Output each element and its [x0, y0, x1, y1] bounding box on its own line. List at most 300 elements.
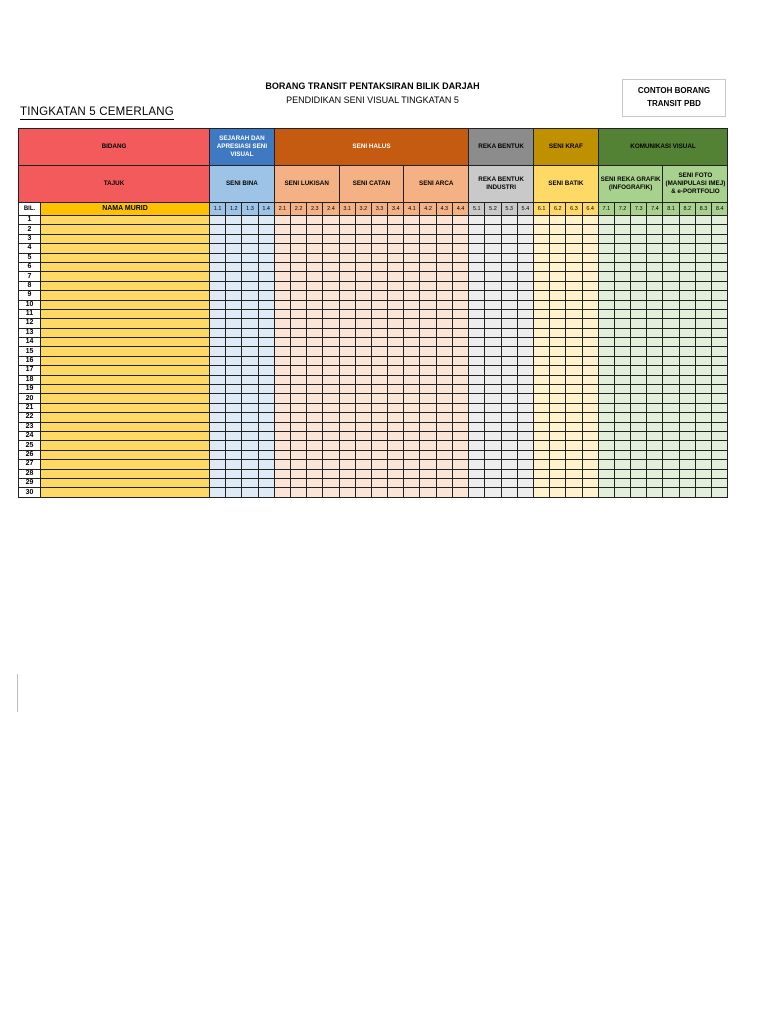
score-cell[interactable]: [226, 253, 242, 262]
score-cell[interactable]: [566, 319, 582, 328]
score-cell[interactable]: [404, 394, 420, 403]
score-cell[interactable]: [323, 488, 339, 497]
score-cell[interactable]: [566, 300, 582, 309]
score-cell[interactable]: [388, 300, 404, 309]
score-cell[interactable]: [226, 319, 242, 328]
score-cell[interactable]: [566, 291, 582, 300]
score-cell[interactable]: [404, 403, 420, 412]
score-cell[interactable]: [679, 469, 695, 478]
score-cell[interactable]: [663, 356, 679, 365]
score-cell[interactable]: [550, 309, 566, 318]
score-cell[interactable]: [647, 356, 663, 365]
score-cell[interactable]: [274, 234, 290, 243]
score-cell[interactable]: [323, 469, 339, 478]
score-cell[interactable]: [290, 300, 306, 309]
score-cell[interactable]: [274, 385, 290, 394]
score-cell[interactable]: [582, 319, 598, 328]
score-cell[interactable]: [517, 338, 533, 347]
score-cell[interactable]: [210, 385, 226, 394]
score-cell[interactable]: [371, 422, 387, 431]
score-cell[interactable]: [274, 281, 290, 290]
score-cell[interactable]: [258, 244, 274, 253]
score-cell[interactable]: [242, 319, 258, 328]
score-cell[interactable]: [339, 385, 355, 394]
score-cell[interactable]: [274, 328, 290, 337]
score-cell[interactable]: [323, 347, 339, 356]
score-cell[interactable]: [712, 234, 728, 243]
score-cell[interactable]: [323, 319, 339, 328]
score-cell[interactable]: [469, 478, 485, 487]
score-cell[interactable]: [679, 478, 695, 487]
score-cell[interactable]: [226, 262, 242, 271]
score-cell[interactable]: [339, 394, 355, 403]
score-cell[interactable]: [339, 441, 355, 450]
score-cell[interactable]: [533, 385, 549, 394]
score-cell[interactable]: [452, 328, 468, 337]
score-cell[interactable]: [323, 385, 339, 394]
score-cell[interactable]: [323, 225, 339, 234]
score-cell[interactable]: [663, 441, 679, 450]
score-cell[interactable]: [550, 328, 566, 337]
score-cell[interactable]: [533, 300, 549, 309]
score-cell[interactable]: [712, 431, 728, 440]
score-cell[interactable]: [582, 441, 598, 450]
score-cell[interactable]: [355, 441, 371, 450]
score-cell[interactable]: [242, 385, 258, 394]
score-cell[interactable]: [679, 460, 695, 469]
score-cell[interactable]: [582, 375, 598, 384]
score-cell[interactable]: [404, 244, 420, 253]
score-cell[interactable]: [485, 431, 501, 440]
score-cell[interactable]: [355, 394, 371, 403]
score-cell[interactable]: [582, 272, 598, 281]
score-cell[interactable]: [339, 281, 355, 290]
student-name-cell[interactable]: [41, 413, 210, 422]
score-cell[interactable]: [485, 460, 501, 469]
score-cell[interactable]: [647, 385, 663, 394]
score-cell[interactable]: [695, 262, 711, 271]
score-cell[interactable]: [290, 225, 306, 234]
score-cell[interactable]: [647, 216, 663, 225]
score-cell[interactable]: [712, 403, 728, 412]
score-cell[interactable]: [517, 319, 533, 328]
score-cell[interactable]: [307, 300, 323, 309]
score-cell[interactable]: [614, 356, 630, 365]
student-name-cell[interactable]: [41, 291, 210, 300]
score-cell[interactable]: [501, 309, 517, 318]
score-cell[interactable]: [339, 253, 355, 262]
score-cell[interactable]: [598, 328, 614, 337]
score-cell[interactable]: [420, 300, 436, 309]
score-cell[interactable]: [388, 403, 404, 412]
score-cell[interactable]: [290, 319, 306, 328]
score-cell[interactable]: [679, 394, 695, 403]
score-cell[interactable]: [501, 422, 517, 431]
score-cell[interactable]: [307, 469, 323, 478]
student-name-cell[interactable]: [41, 300, 210, 309]
score-cell[interactable]: [436, 319, 452, 328]
score-cell[interactable]: [533, 328, 549, 337]
score-cell[interactable]: [614, 375, 630, 384]
score-cell[interactable]: [371, 488, 387, 497]
score-cell[interactable]: [647, 460, 663, 469]
score-cell[interactable]: [614, 422, 630, 431]
score-cell[interactable]: [501, 394, 517, 403]
score-cell[interactable]: [550, 394, 566, 403]
score-cell[interactable]: [226, 469, 242, 478]
score-cell[interactable]: [258, 319, 274, 328]
score-cell[interactable]: [307, 309, 323, 318]
score-cell[interactable]: [226, 244, 242, 253]
score-cell[interactable]: [436, 375, 452, 384]
score-cell[interactable]: [210, 244, 226, 253]
score-cell[interactable]: [274, 394, 290, 403]
score-cell[interactable]: [307, 347, 323, 356]
score-cell[interactable]: [452, 347, 468, 356]
score-cell[interactable]: [242, 441, 258, 450]
score-cell[interactable]: [550, 385, 566, 394]
score-cell[interactable]: [663, 460, 679, 469]
score-cell[interactable]: [371, 394, 387, 403]
score-cell[interactable]: [226, 225, 242, 234]
score-cell[interactable]: [242, 431, 258, 440]
score-cell[interactable]: [614, 469, 630, 478]
score-cell[interactable]: [533, 338, 549, 347]
score-cell[interactable]: [210, 460, 226, 469]
score-cell[interactable]: [242, 375, 258, 384]
score-cell[interactable]: [258, 394, 274, 403]
student-name-cell[interactable]: [41, 422, 210, 431]
score-cell[interactable]: [371, 319, 387, 328]
score-cell[interactable]: [323, 431, 339, 440]
score-cell[interactable]: [517, 300, 533, 309]
score-cell[interactable]: [663, 375, 679, 384]
score-cell[interactable]: [469, 394, 485, 403]
score-cell[interactable]: [533, 272, 549, 281]
score-cell[interactable]: [452, 385, 468, 394]
score-cell[interactable]: [582, 234, 598, 243]
score-cell[interactable]: [598, 403, 614, 412]
score-cell[interactable]: [517, 478, 533, 487]
score-cell[interactable]: [566, 328, 582, 337]
score-cell[interactable]: [469, 272, 485, 281]
score-cell[interactable]: [339, 469, 355, 478]
score-cell[interactable]: [388, 216, 404, 225]
score-cell[interactable]: [290, 328, 306, 337]
score-cell[interactable]: [290, 291, 306, 300]
score-cell[interactable]: [404, 441, 420, 450]
score-cell[interactable]: [631, 338, 647, 347]
score-cell[interactable]: [242, 309, 258, 318]
score-cell[interactable]: [517, 253, 533, 262]
score-cell[interactable]: [517, 450, 533, 459]
score-cell[interactable]: [388, 281, 404, 290]
score-cell[interactable]: [695, 328, 711, 337]
score-cell[interactable]: [226, 385, 242, 394]
score-cell[interactable]: [614, 234, 630, 243]
score-cell[interactable]: [679, 291, 695, 300]
score-cell[interactable]: [210, 234, 226, 243]
score-cell[interactable]: [404, 272, 420, 281]
score-cell[interactable]: [598, 413, 614, 422]
score-cell[interactable]: [290, 450, 306, 459]
score-cell[interactable]: [371, 234, 387, 243]
score-cell[interactable]: [598, 469, 614, 478]
score-cell[interactable]: [388, 375, 404, 384]
score-cell[interactable]: [550, 366, 566, 375]
score-cell[interactable]: [501, 460, 517, 469]
score-cell[interactable]: [258, 375, 274, 384]
score-cell[interactable]: [533, 309, 549, 318]
score-cell[interactable]: [323, 281, 339, 290]
score-cell[interactable]: [242, 403, 258, 412]
score-cell[interactable]: [533, 469, 549, 478]
score-cell[interactable]: [517, 347, 533, 356]
score-cell[interactable]: [582, 488, 598, 497]
score-cell[interactable]: [679, 403, 695, 412]
score-cell[interactable]: [663, 403, 679, 412]
score-cell[interactable]: [355, 225, 371, 234]
score-cell[interactable]: [339, 450, 355, 459]
score-cell[interactable]: [258, 356, 274, 365]
score-cell[interactable]: [663, 319, 679, 328]
score-cell[interactable]: [307, 216, 323, 225]
score-cell[interactable]: [550, 422, 566, 431]
score-cell[interactable]: [663, 478, 679, 487]
score-cell[interactable]: [420, 431, 436, 440]
score-cell[interactable]: [566, 253, 582, 262]
score-cell[interactable]: [371, 403, 387, 412]
score-cell[interactable]: [258, 291, 274, 300]
score-cell[interactable]: [258, 253, 274, 262]
score-cell[interactable]: [339, 234, 355, 243]
score-cell[interactable]: [614, 488, 630, 497]
score-cell[interactable]: [566, 272, 582, 281]
score-cell[interactable]: [614, 385, 630, 394]
score-cell[interactable]: [679, 422, 695, 431]
score-cell[interactable]: [566, 488, 582, 497]
score-cell[interactable]: [436, 291, 452, 300]
score-cell[interactable]: [436, 234, 452, 243]
score-cell[interactable]: [679, 347, 695, 356]
score-cell[interactable]: [550, 262, 566, 271]
score-cell[interactable]: [566, 375, 582, 384]
score-cell[interactable]: [566, 262, 582, 271]
score-cell[interactable]: [695, 403, 711, 412]
score-cell[interactable]: [566, 309, 582, 318]
score-cell[interactable]: [517, 244, 533, 253]
score-cell[interactable]: [598, 309, 614, 318]
score-cell[interactable]: [647, 272, 663, 281]
score-cell[interactable]: [355, 431, 371, 440]
score-cell[interactable]: [242, 262, 258, 271]
score-cell[interactable]: [631, 422, 647, 431]
score-cell[interactable]: [307, 328, 323, 337]
score-cell[interactable]: [323, 356, 339, 365]
score-cell[interactable]: [242, 328, 258, 337]
score-cell[interactable]: [647, 441, 663, 450]
score-cell[interactable]: [242, 291, 258, 300]
score-cell[interactable]: [388, 394, 404, 403]
score-cell[interactable]: [469, 441, 485, 450]
score-cell[interactable]: [436, 216, 452, 225]
score-cell[interactable]: [695, 253, 711, 262]
student-name-cell[interactable]: [41, 375, 210, 384]
score-cell[interactable]: [323, 441, 339, 450]
score-cell[interactable]: [663, 225, 679, 234]
score-cell[interactable]: [307, 244, 323, 253]
score-cell[interactable]: [339, 225, 355, 234]
score-cell[interactable]: [517, 375, 533, 384]
student-name-cell[interactable]: [41, 225, 210, 234]
score-cell[interactable]: [371, 375, 387, 384]
score-cell[interactable]: [388, 356, 404, 365]
score-cell[interactable]: [712, 478, 728, 487]
score-cell[interactable]: [371, 478, 387, 487]
score-cell[interactable]: [307, 403, 323, 412]
score-cell[interactable]: [242, 394, 258, 403]
score-cell[interactable]: [663, 272, 679, 281]
score-cell[interactable]: [388, 441, 404, 450]
score-cell[interactable]: [210, 450, 226, 459]
score-cell[interactable]: [436, 403, 452, 412]
score-cell[interactable]: [679, 225, 695, 234]
score-cell[interactable]: [307, 478, 323, 487]
score-cell[interactable]: [404, 291, 420, 300]
score-cell[interactable]: [614, 413, 630, 422]
score-cell[interactable]: [274, 375, 290, 384]
score-cell[interactable]: [226, 478, 242, 487]
score-cell[interactable]: [290, 347, 306, 356]
score-cell[interactable]: [452, 225, 468, 234]
score-cell[interactable]: [550, 469, 566, 478]
score-cell[interactable]: [420, 319, 436, 328]
score-cell[interactable]: [679, 488, 695, 497]
score-cell[interactable]: [614, 253, 630, 262]
score-cell[interactable]: [582, 478, 598, 487]
score-cell[interactable]: [469, 366, 485, 375]
score-cell[interactable]: [290, 469, 306, 478]
score-cell[interactable]: [598, 347, 614, 356]
score-cell[interactable]: [420, 338, 436, 347]
score-cell[interactable]: [695, 300, 711, 309]
score-cell[interactable]: [679, 431, 695, 440]
score-cell[interactable]: [420, 403, 436, 412]
score-cell[interactable]: [404, 253, 420, 262]
score-cell[interactable]: [582, 460, 598, 469]
score-cell[interactable]: [679, 450, 695, 459]
score-cell[interactable]: [501, 403, 517, 412]
score-cell[interactable]: [226, 366, 242, 375]
score-cell[interactable]: [274, 244, 290, 253]
score-cell[interactable]: [274, 309, 290, 318]
score-cell[interactable]: [566, 234, 582, 243]
score-cell[interactable]: [355, 244, 371, 253]
score-cell[interactable]: [614, 431, 630, 440]
score-cell[interactable]: [598, 460, 614, 469]
score-cell[interactable]: [371, 356, 387, 365]
score-cell[interactable]: [420, 244, 436, 253]
score-cell[interactable]: [566, 356, 582, 365]
score-cell[interactable]: [388, 291, 404, 300]
score-cell[interactable]: [631, 225, 647, 234]
score-cell[interactable]: [485, 225, 501, 234]
score-cell[interactable]: [695, 422, 711, 431]
score-cell[interactable]: [307, 262, 323, 271]
score-cell[interactable]: [210, 366, 226, 375]
score-cell[interactable]: [712, 291, 728, 300]
score-cell[interactable]: [517, 216, 533, 225]
score-cell[interactable]: [404, 385, 420, 394]
score-cell[interactable]: [550, 431, 566, 440]
score-cell[interactable]: [469, 488, 485, 497]
score-cell[interactable]: [663, 262, 679, 271]
score-cell[interactable]: [631, 272, 647, 281]
score-cell[interactable]: [274, 403, 290, 412]
score-cell[interactable]: [355, 385, 371, 394]
score-cell[interactable]: [388, 347, 404, 356]
score-cell[interactable]: [242, 281, 258, 290]
score-cell[interactable]: [420, 469, 436, 478]
score-cell[interactable]: [485, 253, 501, 262]
score-cell[interactable]: [550, 234, 566, 243]
score-cell[interactable]: [290, 234, 306, 243]
score-cell[interactable]: [566, 347, 582, 356]
score-cell[interactable]: [485, 272, 501, 281]
score-cell[interactable]: [631, 309, 647, 318]
score-cell[interactable]: [485, 469, 501, 478]
score-cell[interactable]: [226, 394, 242, 403]
score-cell[interactable]: [501, 328, 517, 337]
score-cell[interactable]: [307, 338, 323, 347]
score-cell[interactable]: [550, 413, 566, 422]
score-cell[interactable]: [258, 338, 274, 347]
score-cell[interactable]: [582, 394, 598, 403]
score-cell[interactable]: [679, 309, 695, 318]
score-cell[interactable]: [388, 366, 404, 375]
score-cell[interactable]: [614, 291, 630, 300]
score-cell[interactable]: [258, 413, 274, 422]
score-cell[interactable]: [226, 375, 242, 384]
score-cell[interactable]: [695, 478, 711, 487]
score-cell[interactable]: [452, 422, 468, 431]
score-cell[interactable]: [582, 431, 598, 440]
score-cell[interactable]: [371, 469, 387, 478]
score-cell[interactable]: [631, 328, 647, 337]
score-cell[interactable]: [469, 216, 485, 225]
score-cell[interactable]: [210, 309, 226, 318]
score-cell[interactable]: [517, 488, 533, 497]
score-cell[interactable]: [631, 366, 647, 375]
score-cell[interactable]: [226, 234, 242, 243]
score-cell[interactable]: [550, 450, 566, 459]
score-cell[interactable]: [323, 460, 339, 469]
score-cell[interactable]: [420, 328, 436, 337]
score-cell[interactable]: [631, 469, 647, 478]
score-cell[interactable]: [339, 356, 355, 365]
score-cell[interactable]: [307, 291, 323, 300]
score-cell[interactable]: [582, 347, 598, 356]
score-cell[interactable]: [290, 244, 306, 253]
score-cell[interactable]: [307, 319, 323, 328]
score-cell[interactable]: [614, 225, 630, 234]
score-cell[interactable]: [485, 262, 501, 271]
score-cell[interactable]: [695, 469, 711, 478]
score-cell[interactable]: [339, 216, 355, 225]
score-cell[interactable]: [452, 338, 468, 347]
score-cell[interactable]: [388, 460, 404, 469]
score-cell[interactable]: [566, 413, 582, 422]
